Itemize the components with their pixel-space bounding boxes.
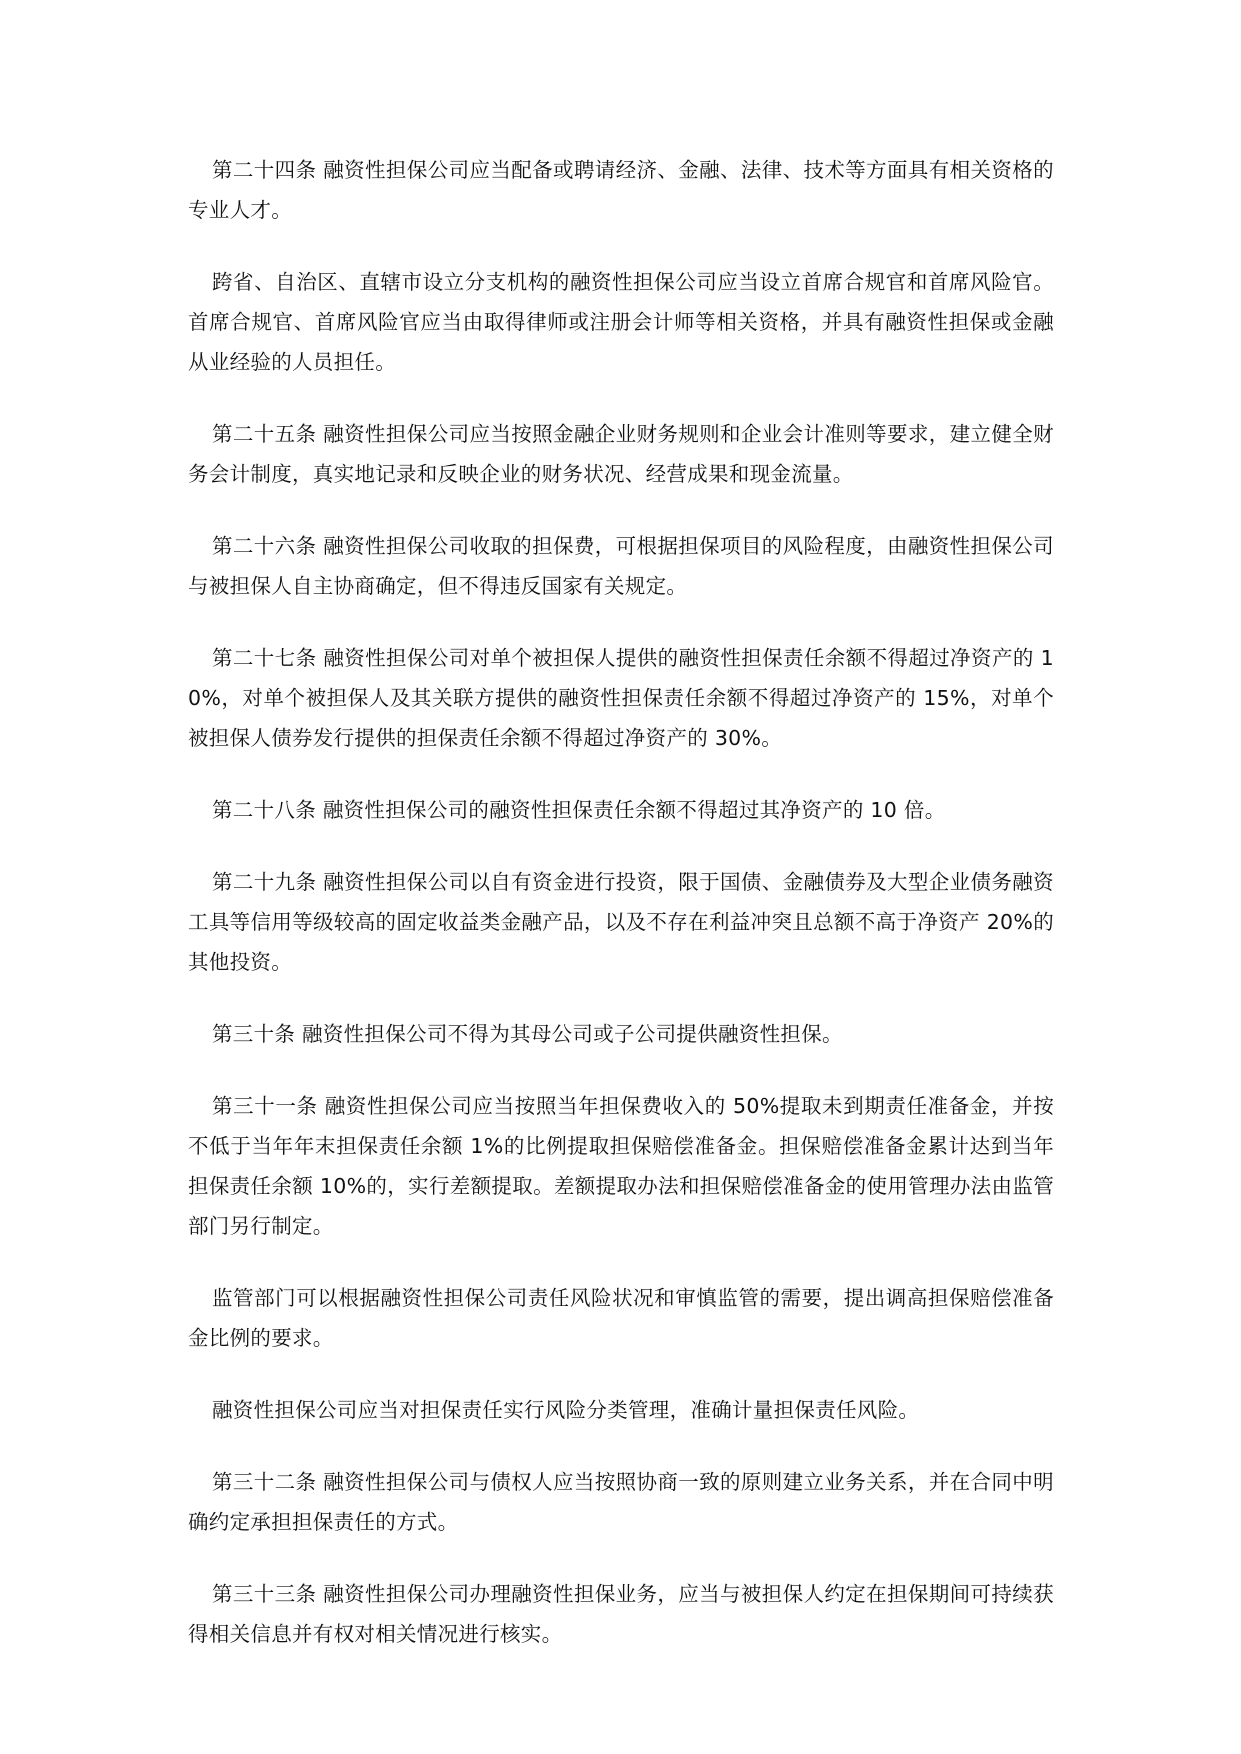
article-32-paragraph: 第三十二条 融资性担保公司与债权人应当按照协商一致的原则建立业务关系，并在合同中明确约定承担担保责任的方式。 [188,1470,1054,1534]
article-27-paragraph: 第二十七条 融资性担保公司对单个被担保人提供的融资性担保责任余额不得超过净资产的 10%，对单个被担保人及其关联方提供的融资性担保责任余额不得超过净资产的 15%，对单个被担保人债券发行提供的担保责任余额不得超过净资产的 30%。 [188,646,1054,750]
article-29-paragraph: 第二十九条 融资性担保公司以自有资金进行投资，限于国债、金融债券及大型企业债务融资工具等信用等级较高的固定收益类金融产品，以及不存在利益冲突且总额不高于净资产 20%的其他投资。 [188,870,1054,974]
article-24-paragraph: 第二十四条 融资性担保公司应当配备或聘请经济、金融、法律、技术等方面具有相关资格的专业人才。 [188,158,1054,222]
article-30-paragraph: 第三十条 融资性担保公司不得为其母公司或子公司提供融资性担保。 [212,1022,843,1046]
article-31-paragraph-2: 监管部门可以根据融资性担保公司责任风险状况和审慎监管的需要，提出调高担保赔偿准备金比例的要求。 [188,1286,1054,1350]
article-28-paragraph: 第二十八条 融资性担保公司的融资性担保责任余额不得超过其净资产的 10 倍。 [212,798,946,822]
article-31-paragraph: 第三十一条 融资性担保公司应当按照当年担保费收入的 50%提取未到期责任准备金，并按不低于当年年末担保责任余额 1%的比例提取担保赔偿准备金。担保赔偿准备金累计达到当年担保责任余额 10%的，实行差额提取。差额提取办法和担保赔偿准备金的使用管理办法由监管部门另行制定。 [188,1094,1054,1238]
article-26-paragraph: 第二十六条 融资性担保公司收取的担保费，可根据担保项目的风险程度，由融资性担保公司与被担保人自主协商确定，但不得违反国家有关规定。 [188,534,1054,598]
article-24-paragraph-2: 跨省、自治区、直辖市设立分支机构的融资性担保公司应当设立首席合规官和首席风险官。首席合规官、首席风险官应当由取得律师或注册会计师等相关资格，并具有融资性担保或金融从业经验的人员担任。 [188,270,1054,374]
article-33-paragraph: 第三十三条 融资性担保公司办理融资性担保业务，应当与被担保人约定在担保期间可持续获得相关信息并有权对相关情况进行核实。 [188,1582,1054,1646]
document-page [188,150,1054,1686]
article-31-paragraph-3: 融资性担保公司应当对担保责任实行风险分类管理，准确计量担保责任风险。 [212,1398,920,1422]
article-25-paragraph: 第二十五条 融资性担保公司应当按照金融企业财务规则和企业会计准则等要求，建立健全财务会计制度，真实地记录和反映企业的财务状况、经营成果和现金流量。 [188,422,1054,486]
